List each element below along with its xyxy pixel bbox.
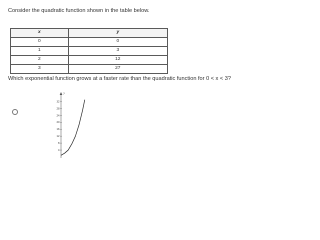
- cell-y: 27: [68, 65, 167, 74]
- question-text: Which exponential function grows at a faster rate than the quadratic function for 0 < x < 3?: [8, 76, 231, 82]
- y-tick-label: 8: [57, 142, 60, 146]
- cell-x: 0: [11, 38, 69, 47]
- y-tick-label: 20: [56, 121, 60, 125]
- exponential-curve: [61, 100, 85, 156]
- header-x: x: [11, 29, 69, 38]
- y-tick-label: 12: [56, 135, 60, 139]
- cell-y: 0: [68, 38, 167, 47]
- y-tick-label: 28: [56, 107, 60, 111]
- y-tick-label: 24: [56, 114, 60, 118]
- y-tick-label: 16: [56, 128, 60, 132]
- y-axis-arrow-icon: [60, 92, 63, 95]
- cell-y: 3: [68, 47, 167, 56]
- y-axis-label: y: [63, 91, 65, 95]
- cell-y: 12: [68, 56, 167, 65]
- question-prompt: Consider the quadratic function shown in the table below.: [8, 8, 150, 14]
- cell-x: 1: [11, 47, 69, 56]
- cell-x: 3: [11, 65, 69, 74]
- y-tick-label: 32: [56, 100, 60, 104]
- header-y: y: [68, 29, 167, 38]
- cell-x: 2: [11, 56, 69, 65]
- y-tick-label: 4: [57, 148, 60, 152]
